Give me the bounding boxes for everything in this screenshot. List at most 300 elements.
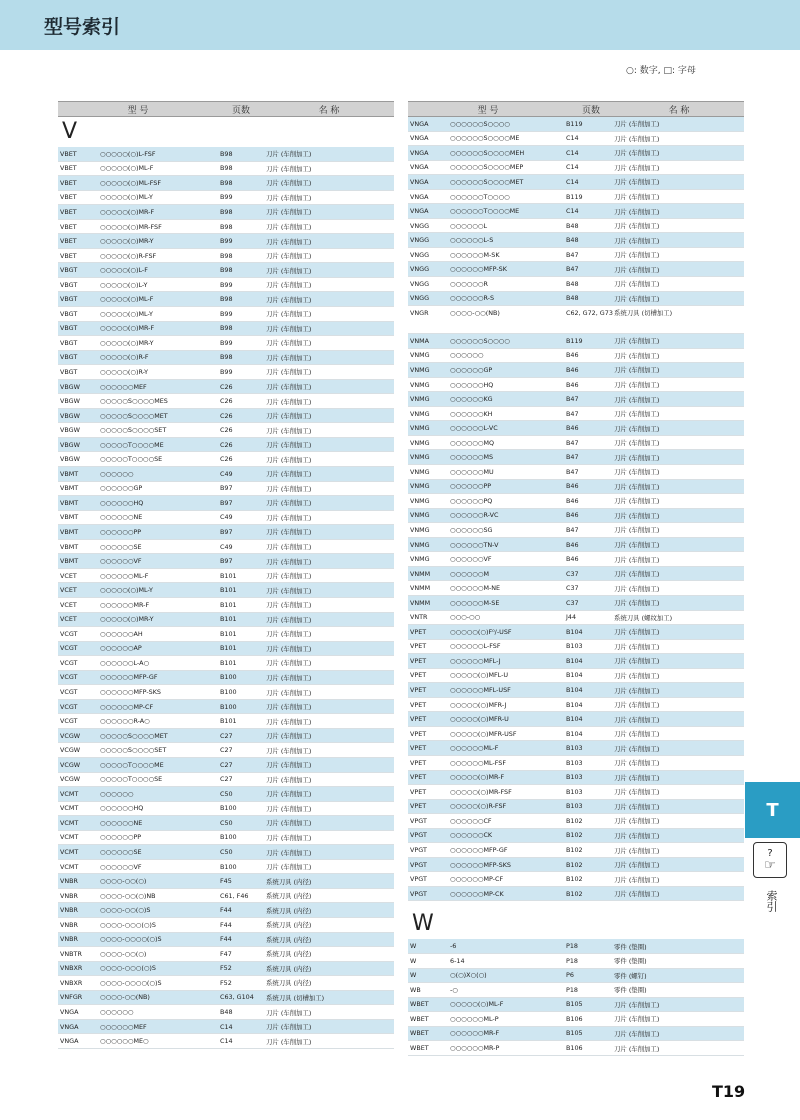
item-name: 系统刀具 (内径) bbox=[266, 921, 312, 930]
page-ref: B99 bbox=[220, 193, 233, 202]
model-series: VNGA bbox=[410, 207, 429, 216]
item-name: 刀片 (车削加工) bbox=[614, 265, 660, 274]
page-title: 型号索引 bbox=[44, 16, 121, 38]
page-ref: B46 bbox=[566, 511, 579, 520]
item-name: 刀片 (车削加工) bbox=[614, 730, 660, 739]
page-ref: C26 bbox=[220, 426, 233, 435]
page-ref: B48 bbox=[566, 279, 579, 288]
page-ref: B104 bbox=[566, 700, 583, 709]
model-code: ○○○○○○TN-V bbox=[450, 540, 499, 549]
item-name: 系统刀具 (切槽加工) bbox=[614, 309, 673, 318]
model-series: VCGT bbox=[60, 673, 78, 682]
page-ref: B98 bbox=[220, 324, 233, 333]
item-name: 刀片 (车削加工) bbox=[614, 468, 660, 477]
page-ref: B100 bbox=[220, 702, 237, 711]
page-ref: B102 bbox=[566, 889, 583, 898]
page-ref: C62, G72, G73 bbox=[566, 309, 613, 318]
item-name: 零件 (螺钉) bbox=[614, 971, 647, 980]
model-code: ○○○○○(○)R-F bbox=[100, 353, 149, 362]
help-box[interactable] bbox=[753, 842, 787, 878]
item-name: 刀片 (车削加工) bbox=[266, 237, 312, 246]
model-series: VPET bbox=[410, 758, 427, 767]
model-code: ○○○○○(○)F⁰/-USF bbox=[450, 627, 512, 636]
page-ref: B98 bbox=[220, 164, 233, 173]
model-code: ○○○○○S○○○○MET bbox=[100, 411, 168, 420]
table-row bbox=[408, 654, 744, 669]
model-series: VNGA bbox=[60, 1037, 79, 1046]
index-table-right bbox=[408, 101, 744, 1056]
page-number: T19 bbox=[712, 1082, 746, 1101]
item-name: 刀片 (车削加工) bbox=[266, 223, 312, 231]
model-code: ○○○○○○PP bbox=[100, 527, 142, 536]
table-row bbox=[408, 640, 744, 655]
model-code: ○○○○○○ bbox=[100, 1008, 134, 1017]
item-name: 刀片 (车削加工) bbox=[614, 846, 660, 855]
model-series: VPET bbox=[410, 642, 427, 651]
page-ref: P18 bbox=[566, 956, 578, 965]
model-code: ○○○○○(○)ML-FSF bbox=[100, 178, 162, 187]
model-code: ○○○○○○PQ bbox=[450, 496, 493, 505]
model-series: VNGA bbox=[410, 134, 429, 143]
model-series: VNGG bbox=[410, 221, 430, 230]
item-name: 刀片 (车削加工) bbox=[614, 671, 660, 680]
model-series: VCGT bbox=[60, 717, 78, 726]
model-series: VNGA bbox=[60, 1008, 79, 1017]
item-name: 零件 (垫圈) bbox=[614, 957, 647, 966]
model-series: VBMT bbox=[60, 469, 79, 478]
table-row bbox=[408, 219, 744, 234]
model-series: VCMT bbox=[60, 862, 79, 871]
header-page: 页数 bbox=[581, 105, 600, 116]
table-row bbox=[58, 365, 394, 380]
section-tab-t[interactable]: T bbox=[745, 782, 800, 838]
item-name: 刀片 (车削加工) bbox=[614, 773, 660, 782]
model-series: W bbox=[410, 971, 417, 980]
model-series: VCGW bbox=[60, 746, 81, 755]
table-row bbox=[408, 523, 744, 538]
item-name: 刀片 (车削加工) bbox=[266, 601, 312, 610]
model-series: VPGT bbox=[410, 860, 427, 869]
model-series: VBGT bbox=[60, 309, 78, 318]
model-code: ○○○○○(○)ML-Y bbox=[100, 193, 153, 202]
table-row bbox=[408, 407, 744, 422]
page-ref: B104 bbox=[566, 729, 583, 738]
page-ref: B99 bbox=[220, 367, 233, 376]
item-name: 刀片 (车削加工) bbox=[266, 717, 312, 726]
item-name: 系统刀具 (内径) bbox=[266, 906, 312, 915]
header-model: 型 号 bbox=[127, 105, 149, 116]
page-ref: B105 bbox=[566, 1000, 583, 1009]
model-series: VPGT bbox=[410, 846, 427, 855]
page-ref: B48 bbox=[566, 294, 579, 303]
page-ref: B46 bbox=[566, 365, 579, 374]
table-row bbox=[58, 729, 394, 744]
model-code: ○○○○○(○)R-FSF bbox=[100, 251, 157, 260]
item-name: 刀片 (车削加工) bbox=[614, 410, 660, 419]
model-code: ○○○○○(○)ML-F bbox=[450, 1000, 504, 1009]
page-ref: B106 bbox=[566, 1044, 583, 1053]
page-ref: C37 bbox=[566, 598, 579, 607]
table-row bbox=[408, 363, 744, 378]
model-series: VNMM bbox=[410, 584, 431, 593]
table-row bbox=[408, 727, 744, 742]
model-series: VNGA bbox=[410, 192, 429, 201]
table-row bbox=[408, 538, 744, 553]
section-letter-w: W bbox=[412, 911, 434, 937]
item-name: 系统刀具 (切槽加工) bbox=[266, 993, 325, 1002]
model-series: VBGW bbox=[60, 411, 80, 420]
table-row bbox=[58, 671, 394, 686]
page-ref: B102 bbox=[566, 875, 583, 884]
page-ref: B100 bbox=[220, 833, 237, 842]
header-model: 型 号 bbox=[477, 105, 499, 116]
model-series: VNGA bbox=[60, 1022, 79, 1031]
model-series: VPET bbox=[410, 671, 427, 680]
table-row bbox=[408, 509, 744, 524]
item-name: 刀片 (车削加工) bbox=[614, 251, 660, 260]
page-ref: B104 bbox=[566, 715, 583, 724]
model-series: VCGT bbox=[60, 644, 78, 653]
item-name: 刀片 (车削加工) bbox=[614, 570, 660, 579]
model-code: ○○○○○(○)MFR-J bbox=[450, 700, 507, 709]
table-row bbox=[408, 872, 744, 887]
table-row bbox=[58, 438, 394, 453]
model-code: ○○○○○○M bbox=[450, 569, 489, 578]
item-name: 刀片 (车削加工) bbox=[266, 557, 312, 566]
model-series: VNBR bbox=[60, 935, 78, 944]
page-ref: J44 bbox=[566, 613, 577, 622]
table-row bbox=[408, 132, 744, 147]
left-rows bbox=[58, 147, 394, 1049]
page-ref: B104 bbox=[566, 656, 583, 665]
model-code: ○○○○○(○)R-FSF bbox=[450, 802, 507, 811]
model-code: ○○○○○○MFP-GF bbox=[100, 673, 158, 682]
page-ref: B47 bbox=[566, 265, 579, 274]
model-series: VBET bbox=[60, 149, 77, 158]
table-row bbox=[58, 234, 394, 249]
table-row bbox=[58, 656, 394, 671]
table-row bbox=[58, 263, 394, 278]
model-series: VNMG bbox=[410, 424, 430, 433]
page-ref: B104 bbox=[566, 627, 583, 636]
model-series: VCMT bbox=[60, 833, 79, 842]
item-name: 刀片 (车削加工) bbox=[614, 193, 660, 201]
model-series: VNMG bbox=[410, 482, 430, 491]
table-row bbox=[58, 525, 394, 540]
page-ref: F47 bbox=[220, 949, 232, 958]
table-row bbox=[58, 394, 394, 409]
model-code: ○○○○○○ML-F bbox=[100, 571, 149, 580]
item-name: 刀片 (车削加工) bbox=[266, 732, 312, 741]
table-row bbox=[58, 758, 394, 773]
model-series: VBGW bbox=[60, 382, 80, 391]
table-row bbox=[408, 262, 744, 277]
model-series: WBET bbox=[410, 1000, 429, 1009]
page-ref: B119 bbox=[566, 192, 583, 201]
model-code: ○○○○○○KH bbox=[450, 409, 493, 418]
page-ref: B47 bbox=[566, 409, 579, 418]
item-name: 刀片 (车削加工) bbox=[266, 572, 312, 581]
model-series: W bbox=[410, 956, 417, 965]
item-name: 刀片 (车削加工) bbox=[614, 817, 660, 826]
table-row bbox=[408, 843, 744, 858]
item-name: 刀片 (车削加工) bbox=[266, 761, 312, 770]
item-name: 刀片 (车削加工) bbox=[614, 599, 660, 608]
item-name: 刀片 (车削加工) bbox=[614, 163, 660, 172]
page-ref: B101 bbox=[220, 629, 237, 638]
model-series: VCET bbox=[60, 600, 77, 609]
table-row bbox=[58, 613, 394, 628]
item-name: 刀片 (车削加工) bbox=[266, 790, 312, 799]
model-code: ○○○○○○S○○○○ bbox=[450, 336, 510, 345]
page-ref: C26 bbox=[220, 397, 233, 406]
right-rows bbox=[408, 117, 744, 901]
item-name: 刀片 (车削加工) bbox=[614, 802, 660, 811]
model-series: VBMT bbox=[60, 527, 79, 536]
model-series: VNMG bbox=[410, 380, 430, 389]
item-name: 刀片 (车削加工) bbox=[266, 659, 312, 668]
model-code: ○○○○-○○○(○)S bbox=[100, 964, 156, 973]
model-series: VPET bbox=[410, 686, 427, 694]
model-code: ○○○○○○MP-CK bbox=[450, 889, 504, 898]
page-ref: B102 bbox=[566, 860, 583, 869]
model-series: VNMG bbox=[410, 511, 430, 520]
model-series: VNGG bbox=[410, 236, 430, 245]
item-name: 刀片 (车削加工) bbox=[266, 528, 312, 537]
model-series: VBET bbox=[60, 164, 77, 173]
table-row bbox=[408, 450, 744, 465]
item-name: 系统刀具 (内径) bbox=[266, 935, 312, 944]
page-ref: B99 bbox=[220, 338, 233, 347]
table-row bbox=[58, 147, 394, 162]
table-row bbox=[58, 496, 394, 511]
model-code: ○○○○○○VF bbox=[100, 557, 142, 566]
page-ref: C26 bbox=[220, 382, 233, 391]
item-name: 刀片 (车削加工) bbox=[266, 208, 312, 217]
model-code: ○○○-○○ bbox=[450, 613, 481, 622]
page-ref: B102 bbox=[566, 846, 583, 855]
model-series: VBGW bbox=[60, 455, 80, 464]
model-series: VBMT bbox=[60, 498, 79, 507]
page-ref: B47 bbox=[566, 525, 579, 534]
model-code: ○○○○○(○)MR-Y bbox=[100, 338, 154, 347]
model-series: VNBTR bbox=[60, 949, 82, 958]
page-ref: B46 bbox=[566, 351, 579, 360]
page-ref: C26 bbox=[220, 455, 233, 464]
model-code: ○○○○○○M-SK bbox=[450, 250, 500, 259]
model-code: ○○○○○S○○○○SET bbox=[100, 746, 167, 755]
page-ref: B103 bbox=[566, 758, 583, 767]
model-code: ○○○○○(○)MR-F bbox=[100, 207, 155, 216]
item-name: 系统刀具 (内径) bbox=[266, 877, 312, 886]
item-name: 刀片 (车削加工) bbox=[266, 281, 312, 290]
model-code: ○○○○-○○(NB) bbox=[450, 309, 500, 318]
item-name: 刀片 (车削加工) bbox=[266, 426, 312, 435]
model-code: ○○○○○○HQ bbox=[100, 804, 144, 813]
table-row bbox=[408, 190, 744, 205]
model-code: ○○○○○T○○○○SE bbox=[100, 455, 163, 464]
model-series: VBET bbox=[60, 193, 77, 202]
page-ref: C49 bbox=[220, 469, 233, 478]
page-ref: B98 bbox=[220, 207, 233, 216]
item-name: 刀片 (车削加工) bbox=[266, 1023, 312, 1032]
item-name: 刀片 (车削加工) bbox=[266, 819, 312, 828]
model-code: -○ bbox=[450, 985, 458, 994]
page-ref: B98 bbox=[220, 295, 233, 304]
item-name: 刀片 (车削加工) bbox=[266, 804, 312, 813]
item-name: 刀片 (车削加工) bbox=[266, 1037, 312, 1046]
item-name: 刀片 (车削加工) bbox=[614, 875, 660, 884]
page-ref: B101 bbox=[220, 658, 237, 667]
table-row bbox=[58, 860, 394, 875]
item-name: 刀片 (车削加工) bbox=[614, 1000, 660, 1009]
table-row bbox=[58, 598, 394, 613]
table-row bbox=[58, 307, 394, 322]
item-name: 刀片 (车削加工) bbox=[614, 1015, 660, 1024]
page-ref: P18 bbox=[566, 985, 578, 994]
model-series: VBET bbox=[60, 237, 77, 246]
table-row bbox=[408, 117, 744, 132]
item-name: 刀片 (车削加工) bbox=[266, 193, 312, 202]
model-code: ○○○○○T○○○○SE bbox=[100, 775, 163, 784]
model-code: ○○○○○○L bbox=[450, 221, 488, 230]
model-code: ○○○○○○S○○○○ bbox=[450, 119, 510, 128]
model-series: VNBXR bbox=[60, 964, 83, 973]
model-series: VNMG bbox=[410, 438, 430, 447]
model-code: ○○○○○(○)MR-Y bbox=[100, 615, 154, 624]
table-row bbox=[408, 814, 744, 829]
question-mark: ? bbox=[767, 848, 773, 859]
model-code: ○○○○○○MR-F bbox=[100, 600, 150, 609]
item-name: 刀片 (车削加工) bbox=[614, 541, 660, 550]
table-row bbox=[58, 874, 394, 889]
model-series: VPET bbox=[410, 729, 427, 738]
table-row bbox=[408, 887, 744, 902]
table-row bbox=[408, 625, 744, 640]
table-row bbox=[58, 336, 394, 351]
page-ref: C14 bbox=[566, 177, 579, 186]
table-header bbox=[408, 101, 744, 117]
item-name: 刀片 (车削加工) bbox=[266, 383, 312, 392]
model-series: VCGW bbox=[60, 731, 81, 740]
page-ref: B103 bbox=[566, 642, 583, 651]
item-name: 刀片 (车削加工) bbox=[266, 513, 312, 522]
model-series: VNMA bbox=[410, 336, 430, 345]
model-series: VPET bbox=[410, 744, 427, 753]
item-name: 刀片 (车削加工) bbox=[614, 526, 660, 535]
page-ref: B100 bbox=[220, 862, 237, 871]
model-series: VBGW bbox=[60, 397, 80, 406]
model-code: ○○○○○T○○○○ME bbox=[100, 760, 164, 769]
model-code: ○○○○○(○)MR-F bbox=[100, 324, 155, 333]
model-series: VNMG bbox=[410, 395, 430, 404]
item-name: 刀片 (车削加工) bbox=[614, 744, 660, 753]
model-code: ○○○○○(○)ML-Y bbox=[100, 586, 153, 595]
model-code: ○○○○○○S○○○○MEP bbox=[450, 163, 524, 172]
model-series: VNBR bbox=[60, 877, 78, 886]
model-series: VNBR bbox=[60, 891, 78, 900]
item-name: 刀片 (车削加工) bbox=[614, 715, 660, 724]
model-series: VCGT bbox=[60, 658, 78, 667]
model-series: VCET bbox=[60, 615, 77, 624]
model-series: WBET bbox=[410, 1044, 429, 1053]
page-ref: B101 bbox=[220, 644, 237, 653]
item-name: 刀片 (车削加工) bbox=[614, 207, 660, 216]
table-row bbox=[58, 554, 394, 569]
page-ref: B98 bbox=[220, 222, 233, 231]
table-row bbox=[58, 685, 394, 700]
item-name: 刀片 (车削加工) bbox=[614, 482, 660, 491]
page-ref: B97 bbox=[220, 527, 233, 536]
table-row bbox=[58, 1020, 394, 1035]
model-code: ○○○○-○○○○(○)S bbox=[100, 935, 162, 944]
table-row bbox=[408, 349, 744, 364]
model-series: VBGT bbox=[60, 266, 78, 275]
table-row bbox=[58, 627, 394, 642]
item-name: 刀片 (车削加工) bbox=[614, 120, 660, 129]
item-name: 刀片 (车削加工) bbox=[614, 701, 660, 710]
item-name: 刀片 (车削加工) bbox=[266, 673, 312, 682]
model-code: ○○○○○(○)L-F bbox=[100, 266, 148, 275]
model-code: ○○○○○○GP bbox=[100, 484, 143, 493]
page-ref: B97 bbox=[220, 557, 233, 566]
table-row bbox=[408, 146, 744, 161]
page-ref: B98 bbox=[220, 251, 233, 260]
table-row bbox=[58, 889, 394, 904]
page-ref: B46 bbox=[566, 555, 579, 564]
item-name: 刀片 (车削加工) bbox=[266, 310, 312, 319]
table-row bbox=[58, 918, 394, 933]
model-series: VBET bbox=[60, 178, 77, 187]
model-code: ○○○○○(○)MR-FSF bbox=[450, 787, 512, 796]
model-code: ○○○○○○R-A○ bbox=[100, 717, 150, 726]
item-name: 刀片 (车削加工) bbox=[614, 831, 660, 840]
table-row bbox=[58, 292, 394, 307]
model-code: ○○○○○○SE bbox=[100, 542, 142, 551]
page-ref: B97 bbox=[220, 498, 233, 507]
model-code: ○○○○○(○)R-Y bbox=[100, 367, 149, 376]
table-row bbox=[408, 581, 744, 596]
table-row bbox=[408, 611, 744, 626]
model-code: ○○○○○○R bbox=[450, 279, 488, 288]
page-ref: B100 bbox=[220, 688, 237, 696]
model-code: ○○○○○○ML-F bbox=[450, 744, 499, 753]
table-row bbox=[58, 845, 394, 860]
item-name: 刀片 (车削加工) bbox=[614, 366, 660, 375]
item-name: 刀片 (车削加工) bbox=[266, 339, 312, 348]
item-name: 刀片 (车削加工) bbox=[266, 455, 312, 464]
page-ref: C14 bbox=[220, 1037, 233, 1046]
page-ref: B47 bbox=[566, 250, 579, 259]
page-ref: B47 bbox=[566, 438, 579, 447]
table-row bbox=[408, 306, 744, 334]
model-series: VNGR bbox=[410, 309, 429, 318]
item-name: 刀片 (车削加工) bbox=[614, 686, 660, 695]
table-row bbox=[408, 683, 744, 698]
table-row bbox=[58, 423, 394, 438]
model-series: VCGT bbox=[60, 702, 78, 711]
page-ref: B46 bbox=[566, 424, 579, 433]
page-ref: B98 bbox=[220, 266, 233, 275]
page-ref: B99 bbox=[220, 280, 233, 289]
model-series: VNFGR bbox=[60, 993, 83, 1002]
page-ref: B103 bbox=[566, 773, 583, 782]
table-row bbox=[408, 771, 744, 786]
item-name: 刀片 (车削加工) bbox=[266, 164, 312, 173]
item-name: 刀片 (车削加工) bbox=[614, 294, 660, 303]
page-ref: B104 bbox=[566, 686, 583, 694]
item-name: 刀片 (车削加工) bbox=[614, 395, 660, 404]
